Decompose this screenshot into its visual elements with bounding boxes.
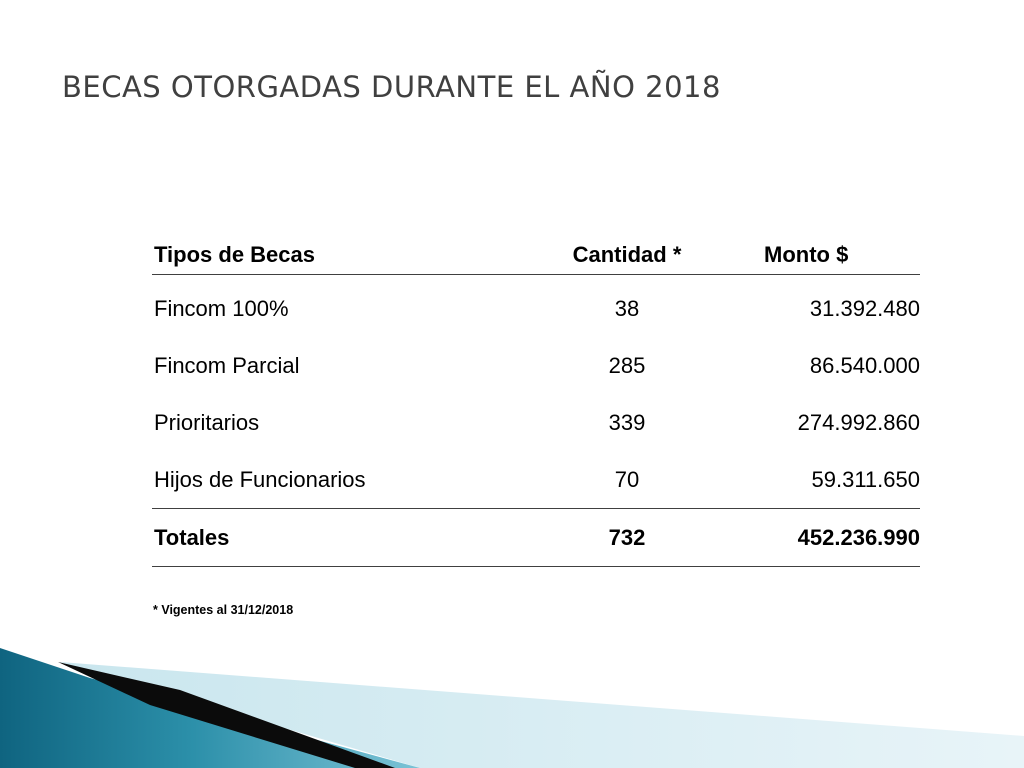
header-amount: Monto $ xyxy=(764,242,849,267)
row-amount: 31.392.480 xyxy=(809,295,920,321)
row-quantity: 339 xyxy=(608,409,646,435)
table-header-row xyxy=(152,236,920,275)
totals-amount: 452.236.990 xyxy=(797,524,920,550)
row-quantity: 70 xyxy=(614,466,640,492)
header-quantity: Cantidad * xyxy=(572,242,682,267)
table-row xyxy=(152,280,920,337)
row-type: Fincom Parcial xyxy=(154,352,300,378)
header-type: Tipos de Becas xyxy=(154,242,315,267)
totals-row xyxy=(152,509,920,567)
table-row xyxy=(152,337,920,394)
row-quantity: 285 xyxy=(608,352,646,378)
table-row xyxy=(152,451,920,509)
totals-quantity: 732 xyxy=(608,524,646,550)
row-type: Prioritarios xyxy=(154,409,260,435)
footnote: * Vigentes al 31/12/2018 xyxy=(153,603,294,617)
row-amount: 59.311.650 xyxy=(811,466,920,492)
row-amount: 86.540.000 xyxy=(809,352,920,378)
row-type: Hijos de Funcionarios xyxy=(154,466,366,492)
scholarship-table xyxy=(152,236,920,567)
table-row xyxy=(152,394,920,451)
row-amount: 274.992.860 xyxy=(797,409,920,435)
row-type: Fincom 100% xyxy=(154,295,289,321)
row-quantity: 38 xyxy=(614,295,640,321)
totals-label: Totales xyxy=(154,524,230,550)
slide-title: BECAS OTORGADAS DURANTE EL AÑO 2018 xyxy=(62,70,721,104)
